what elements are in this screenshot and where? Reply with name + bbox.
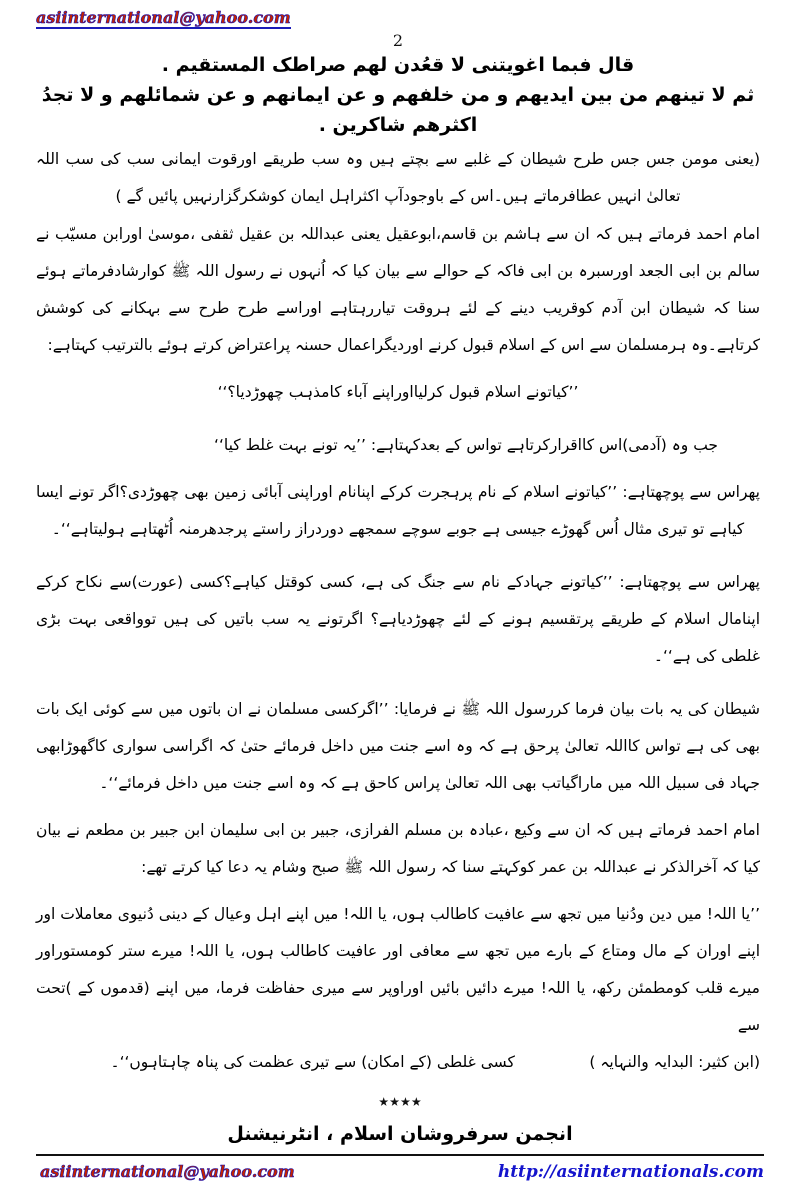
star-ornament-divider: ٭٭٭٭ [378, 1089, 422, 1113]
header [36, 8, 760, 140]
document-body [36, 141, 760, 1081]
paragraph-dua-ending: کسی غلطی (کے امکان) سے تیری عظمت کی پناہ چاہتاہوں‘‘۔ [110, 1052, 515, 1071]
footer-links-row [0, 1160, 800, 1182]
paragraph-narration-1: امام احمد فرماتے ہیں کہ ان سے ہاشم بن قاسم،ابوعقیل یعنی عبداللہ بن عقیل ثقفی ،موسیٰ اورابن مسیّب نے سالم بن ابی الجعد اورسبرہ بن ابی فاکہ کے حوالے سے بیان کیا کہ اُنہوں نے رسول اللہ ﷺ کوارشادفرماتے ہوئے سنا کہ شیطان ابن آدم کوقریب دینے کے لئے ہروقت تیاررہتاہے اوراسے طرح طرح سے بہکانے کی کوشش کرتاہے۔وہ ہرمسلمان سے اس کے اسلام قبول کرنے اوردیگراعمال حسنہ پراعتراض کرتے ہوئے بالترتیب کہتاہے: [36, 224, 760, 354]
paragraph-translation: (یعنی مومن جس جس طرح شیطان کے غلبے سے بچتے ہیں وہ سب طریقے اورقوت ایمانی سب کی سب اللہ تعالیٰ انہیں عطافرماتے ہیں۔اس کے باوجودآپ اکثراہل ایمان کوشکرگزارنہیں پائیں گے ) [36, 149, 760, 205]
footer [0, 1090, 800, 1182]
paragraph-narration-2: امام احمد فرماتے ہیں کہ ان سے وکیع ،عبادہ بن مسلم الفرازی، جبیر بن ابی سلیمان ابن جبیر بن مطعم نے بیان کیا کہ آخرالذکر نے عبداللہ بن عمر کوکہتے سنا کہ رسول اللہ ﷺ صبح وشام یہ دعا کیا کرتے تھے: [36, 820, 760, 876]
header-email-link[interactable]: asiinternational@yahoo.com [36, 8, 291, 27]
paragraph-dua: ’’یا اللہ! میں دین ودُنیا میں تجھ سے عافیت کاطالب ہوں، یا اللہ! میں اپنے اہل وعیال کے دینی دُنیوی معاملات اور اپنے اوران کے مال ومتاع کے بارے میں تجھ سے معافی اور عافیت کاطالب ہوں، یا اللہ! میرے ستر کومستوراور میرے قلب کومطمئن رکھ، یا اللہ! میرے دائیں بائیں اوراوپر سے میری حفاظت فرما، میں اپنے (قدموں کے )تحت سے [36, 904, 760, 1034]
footer-website-link[interactable]: http://asiinternationals.com [497, 1162, 764, 1182]
paragraph-reply: جب وہ (آدمی)اس کااقرارکرتاہے تواس کے بعدکہتاہے: ’’یہ تونے بہت غلط کیا‘‘ [214, 435, 718, 454]
paragraph-dua-last-line [36, 1044, 760, 1081]
paragraph-question-hijrat: پھراس سے پوچھتاہے: ’’کیاتونے اسلام کے نام پرہجرت کرکے اپنانام اوراپنی آبائی زمین بھی چھوڑدی؟اگر تونے ایسا کیاہے تو تیری مثال اُس گھوڑے جیسی ہے جوبے سوچے سمجھے دوردراز راستے پرجدھرمنہ اُٹھتاہے ہولیتاہے‘‘۔ [36, 482, 760, 538]
arabic-verse-line-2: ثم لا تينهم من بين ايديهم و من خلفهم و عن ايمانهم و عن شمائلهم و لا تجدُ اکثرهم شاکرين . [41, 83, 755, 136]
arabic-verse-line-1: قال فبما اغويتنى لا قعُدن لهم صراطک المستقيم . [161, 53, 635, 76]
paragraph-hadith-reward: شیطان کی یہ بات بیان فرما کررسول اللہ ﷺ نے فرمایا: ’’اگرکسی مسلمان نے ان باتوں میں سے کوئی ایک بات بھی کی ہے تواس کااللہ تعالیٰ پرحق ہے کہ وہ اسے جنت میں داخل فرمائے حتیٰ کہ اگراسی سواری کاگھوڑابھی جہاد فی سبیل اللہ میں ماراگیاتب بھی اللہ تعالیٰ پراس کاحق ہے کہ وہ اسے جنت میں داخل فرمائے‘‘۔ [36, 699, 760, 792]
footer-email-link[interactable]: asiinternational@yahoo.com [40, 1162, 295, 1181]
page-number: 2 [392, 30, 404, 50]
footer-organization-title: انجمن سرفروشان اسلام ، انٹرنیشنل [227, 1123, 573, 1145]
footer-divider-line [36, 1154, 764, 1156]
citation-ibn-kathir: (ابن کثیر: البدایہ والنہایہ ) [589, 1052, 760, 1071]
paragraph-question-jihad: پھراس سے پوچھتاہے: ’’کیاتونے جہادکے نام سے جنگ کی ہے، کسی کوقتل کیاہے؟کسی (عورت)سے نکاح کرکے اپنامال اسلام کے طریقے پرتقسیم ہونے کے لئے چھوڑدیاہے؟ اگرتونے یہ سب باتیں کی ہیں توواقعی بہت بڑی غلطی کی ہے‘‘۔ [36, 572, 760, 665]
paragraph-shaitan-quote-1: ’’کیاتونے اسلام قبول کرلیااوراپنے آباء کامذہب چھوڑدیا؟‘‘ [217, 382, 579, 401]
